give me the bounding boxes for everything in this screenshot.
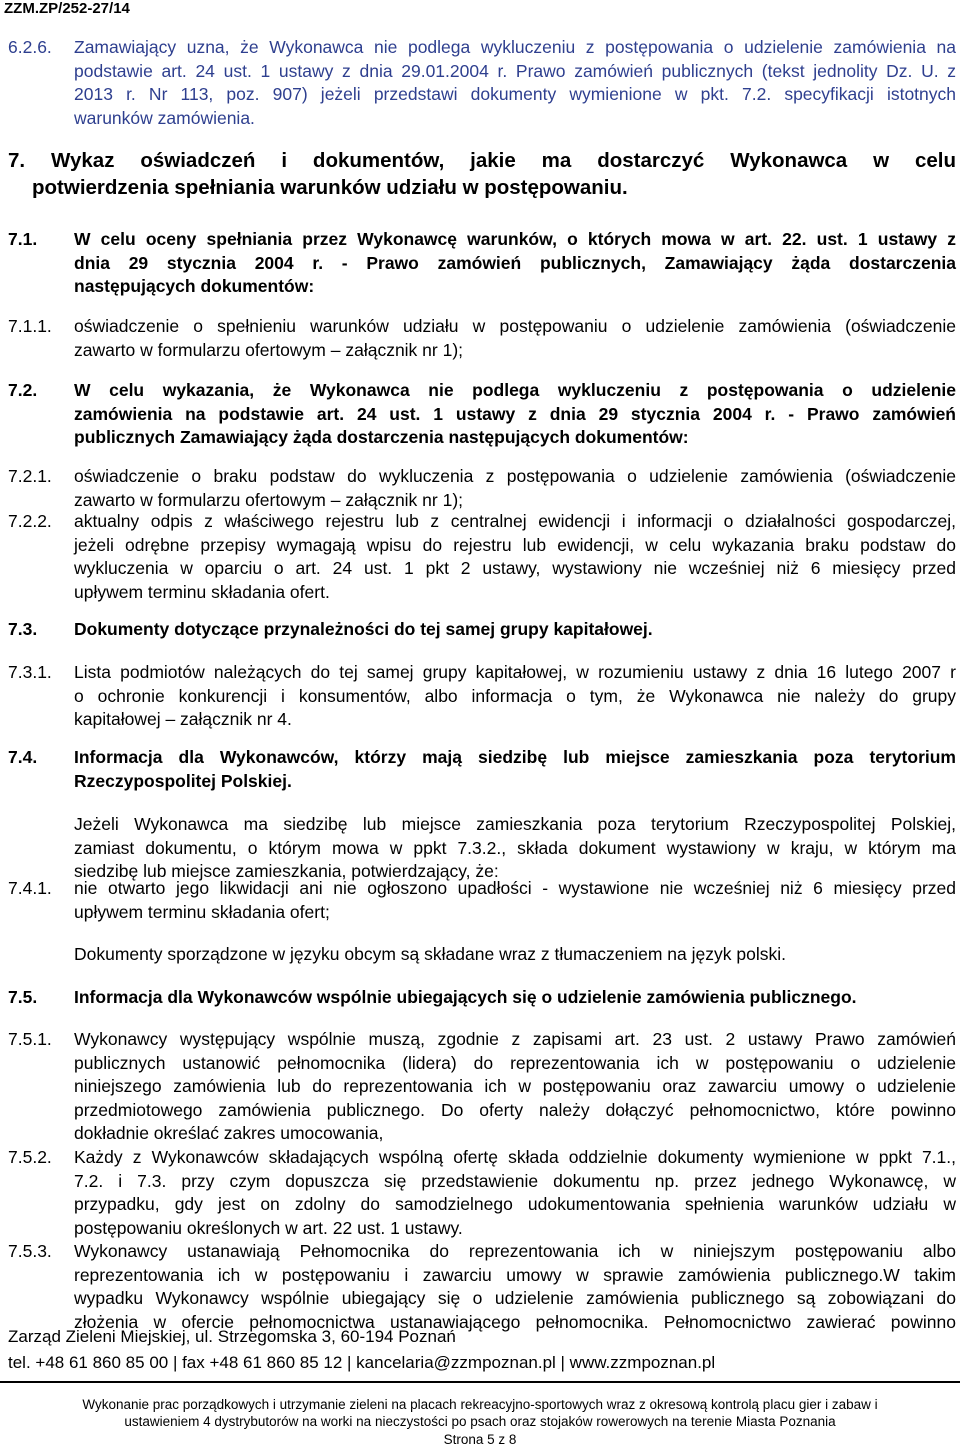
section-7-2 (8, 379, 956, 450)
text-line: publicznych Zamawiający żąda dostarczenia następujących dokumentów: (74, 427, 689, 447)
page-number: Strona 5 z 8 (443, 1432, 517, 1447)
section-number: 7.5.1. (8, 1029, 52, 1049)
text-line: niniejszego zamówienia lub do reprezentowania ich w postępowaniu oraz zawarciu umowy o udzielenie (74, 1076, 956, 1096)
text-line: Wykonawcy ustanawiają Pełnomocnika do reprezentowania ich w niniejszym postępowaniu albo (74, 1241, 956, 1261)
text-line: nie otwarto jego likwidacji ani nie ogłoszono upadłości - wystawione nie wcześniej niż 6 miesięcy przed (74, 878, 956, 898)
heading-line: 7. Wykaz oświadczeń i dokumentów, jakie ma dostarczyć Wykonawca w celu (8, 149, 956, 172)
translation-note (8, 943, 956, 967)
text-line: Lista podmiotów należących do tej samej grupy kapitałowej, w rozumieniu ustawy z dnia 16 lutego 2007 r (74, 662, 956, 682)
text-line: Zamawiający uzna, że Wykonawca nie podlega wykluczeniu z postępowania o udzielenie zamówienia na (74, 37, 956, 57)
text-line: Rzeczypospolitej Polskiej. (74, 770, 292, 791)
section-7-4-paragraph (8, 813, 956, 884)
section-number: 7.4.1. (8, 878, 52, 898)
text-line: o ochronie konkurencji i konsumentów, albo informacja o tym, że Wykonawca nie należy do grupy (74, 685, 956, 706)
footer-contact: tel. +48 61 860 85 00 | fax +48 61 860 85 12 | kancelaria@zzmpoznan.pl | www.zzmpoznan.pl (8, 1353, 716, 1372)
text-line: upływem terminu składania ofert. (74, 581, 330, 602)
text-line: W celu wykazania, że Wykonawca nie podlega wykluczeniu z postępowania o udzielenie (74, 380, 956, 400)
text-line: Dokumenty sporządzone w języku obcym są składane wraz z tłumaczeniem na język polski. (74, 944, 786, 964)
section-6-2-6 (8, 36, 956, 130)
text-line: aktualny odpis z właściwego rejestru lub z centralnej ewidencji i informacji o działalności gospodarczej, (74, 511, 956, 531)
text-line: kapitałowej – załącznik nr 4. (74, 709, 292, 729)
section-7-4-1 (8, 877, 956, 924)
text-line: złożenia w ofercie pełnomocnictwa ustanawiającego pełnomocnika. Pełnomocnictwo zawierać powinno (74, 1311, 956, 1332)
text-line: postępowaniu określonych w art. 22 ust. 1 ustawy. (74, 1217, 463, 1238)
text-line: Jeżeli Wykonawca ma siedzibę lub miejsce zamieszkania poza terytorium Rzeczypospolitej Polskiej, (74, 814, 956, 834)
section-7-5-3 (8, 1240, 956, 1334)
text-line: przedmiotowego zamówienia publicznego. Do oferty należy dołączyć pełnomocnictwo, które powinno (74, 1099, 956, 1120)
text-line: dokładnie określać zakres umocowania, (74, 1123, 384, 1143)
section-number: 6.2.6. (8, 37, 52, 57)
section-number: 7.5. (8, 987, 38, 1007)
document-reference: ZZM.ZP/252-27/14 (4, 0, 130, 17)
section-7-5-2 (8, 1146, 956, 1240)
section-number: 7.3.1. (8, 662, 52, 682)
footer-description-line: ustawieniem 4 dystrybutorów na worki na nieczystości po psach oraz stojaków rowerowych na terenie Miasta Poznania (124, 1414, 836, 1429)
footer-divider (0, 1381, 960, 1383)
section-7-4 (8, 746, 956, 793)
heading-line: potwierdzenia spełniania warunków udziału w postępowaniu. (32, 176, 628, 199)
text-line: następujących dokumentów: (74, 276, 315, 296)
section-7-2-2 (8, 510, 956, 604)
text-line: podstawie art. 24 ust. 1 ustawy z dnia 29.01.2004 r. Prawo zamówień publicznych (tekst jednolity Dz. U. z (74, 60, 956, 81)
text-line: zamówienia na podstawie art. 24 ust. 1 ustawy z dnia 29 stycznia 2004 r. - Prawo zamówień (74, 403, 956, 424)
text-line: 7.2. i 7.3. przy czym dopuszcza się przedstawienie dokumentu np. przez jednego Wykonawcę, w (74, 1170, 956, 1191)
text-line: wykluczenia w oparciu o art. 24 ust. 1 pkt 2 ustawy, wystawiony nie wcześniej niż 6 miesięcy przed (74, 558, 956, 578)
text-line: oświadczenie o braku podstaw do wykluczenia z postępowania o udzielenie zamówienia (oświadczenie (74, 466, 956, 486)
section-number: 7.5.3. (8, 1241, 52, 1261)
section-number: 7.3. (8, 619, 38, 639)
text-line: warunków zamówienia. (74, 107, 255, 128)
section-7-3 (8, 618, 956, 642)
section-7-5 (8, 986, 956, 1010)
text-line: zawarto w formularzu ofertowym – załącznik nr 1); (74, 489, 464, 510)
text-line: zawarto w formularzu ofertowym – załącznik nr 1); (74, 339, 464, 360)
text-line: publicznych ustanowić pełnomocnika (lidera) do reprezentowania ich w postępowaniu o udzielenie (74, 1052, 956, 1073)
section-number: 7.2. (8, 380, 38, 400)
section-7-2-1 (8, 465, 956, 512)
section-number: 7.4. (8, 747, 38, 767)
section-7-heading (8, 147, 956, 201)
text-line: oświadczenie o spełnieniu warunków udziału w postępowaniu o udzielenie zamówienia (oświadczenie (74, 316, 956, 336)
text-line: Informacja dla Wykonawców wspólnie ubiegających się o udzielenie zamówienia publicznego. (74, 987, 857, 1007)
section-number: 7.2.2. (8, 511, 52, 531)
section-7-1-1 (8, 315, 956, 362)
text-line: Dokumenty dotyczące przynależności do tej samej grupy kapitałowej. (74, 619, 653, 639)
section-7-3-1 (8, 661, 956, 732)
text-line: przypadku, gdy jest on zdolny do samodzielnego udokumentowania spełnienia warunków udziału w (74, 1194, 956, 1214)
footer-description-line: Wykonanie prac porządkowych i utrzymanie zieleni na placach rekreacyjno-sportowych wraz z okresową kontrolą placu gier i zabaw i (82, 1397, 878, 1412)
text-line: jeżeli odrębne przepisy wymagają wpisu do rejestru lub ewidencji, w celu wykazania braku podstaw do (74, 534, 956, 555)
text-line: upływem terminu składania ofert; (74, 901, 330, 922)
footer-description (0, 1396, 960, 1430)
section-7-1 (8, 228, 956, 299)
text-line: zamiast dokumentu, o którym mowa w ppkt 7.3.2., składa dokument wystawiony w kraju, w którym ma (74, 837, 956, 858)
section-number: 7.1.1. (8, 316, 52, 336)
text-line: 2013 r. Nr 113, poz. 907) jeżeli przedstawi dokumenty wymienione w pkt. 7.2. specyfikacji istotnych (74, 84, 956, 104)
footer-address: Zarząd Zieleni Miejskiej, ul. Strzegomska 3, 60-194 Poznań (8, 1327, 456, 1346)
text-line: dnia 29 stycznia 2004 r. - Prawo zamówień publicznych, Zamawiający żąda dostarczenia (74, 252, 956, 273)
text-line: wypadku Wykonawcy wspólnie ubiegający się o udzielenie zamówienia publicznego są zobowiązani do (74, 1288, 956, 1308)
section-number: 7.5.2. (8, 1147, 52, 1167)
text-line: Informacja dla Wykonawców, którzy mają siedzibę lub miejsce zamieszkania poza terytorium (74, 747, 956, 767)
text-line: siedzibę lub miejsce zamieszkania, potwierdzający, że: (74, 861, 499, 881)
section-number: 7.1. (8, 229, 38, 249)
text-line: reprezentowania ich w postępowaniu i zawarciu umowy w sprawie zamówienia publicznego.W takim (74, 1264, 956, 1285)
section-number: 7.2.1. (8, 466, 52, 486)
text-line: Wykonawcy występujący wspólnie muszą, zgodnie z zapisami art. 23 ust. 2 ustawy Prawo zamówień (74, 1029, 956, 1049)
text-line: Każdy z Wykonawców składających wspólną ofertę składa oddzielnie dokumenty wymienione w ppkt 7.1., (74, 1147, 956, 1167)
section-7-5-1 (8, 1028, 956, 1146)
text-line: W celu oceny spełniania przez Wykonawcę warunków, o których mowa w art. 22. ust. 1 ustawy z (74, 229, 956, 249)
